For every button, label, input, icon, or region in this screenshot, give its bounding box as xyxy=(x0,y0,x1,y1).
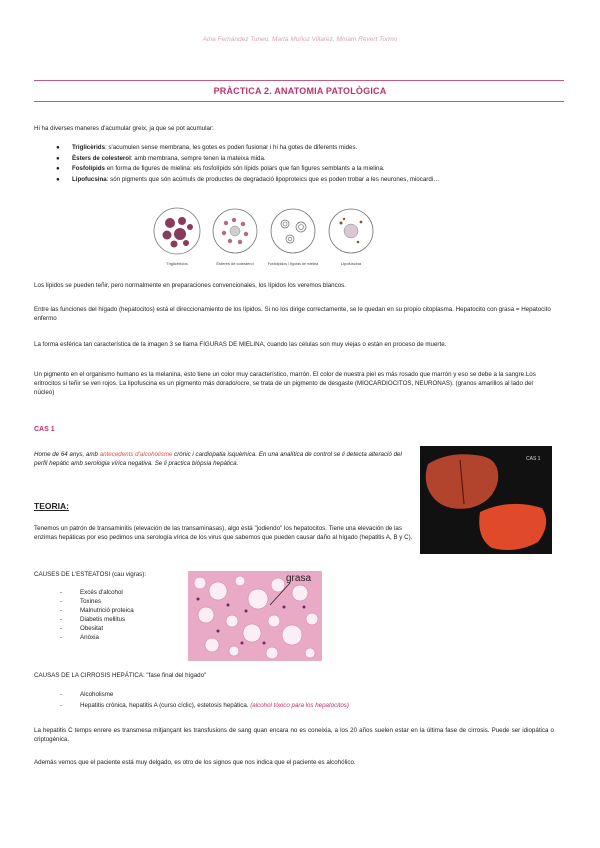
esteatosi-causes-list xyxy=(60,588,134,642)
liver-photo-label: CAS 1 xyxy=(526,456,541,462)
dash-icon: - xyxy=(60,598,63,605)
list-item xyxy=(60,606,134,615)
list-item xyxy=(60,588,134,597)
section-heading-colon: : xyxy=(66,501,69,511)
intro-paragraph: Hi ha diverses maneres d'acumular greix, ja que se pot acumular: xyxy=(34,125,214,132)
bullet-icon: ● xyxy=(56,165,60,172)
cell-myelin-figures xyxy=(271,209,315,253)
list-item-term: Èsters de colesterol xyxy=(72,154,131,162)
paragraph: Los lípidos se pueden teñir, pero normalmente en preparaciones convencionales, los lípidos los veremos blancos. xyxy=(34,282,346,289)
list-item xyxy=(60,615,134,624)
paragraph: Entre las funciones del hígado (hepatocitos) está el direccionamiento de los lípidos. Si no los dirige correctamente, se le quedan en su propio citoplasma. Hepatocito con grasa = Hepatocito enfermo xyxy=(34,306,551,322)
list-item xyxy=(56,143,556,154)
page-title: PRÀCTICA 2. ANATOMIA PATOLÒGICA xyxy=(213,86,387,96)
dash-icon: - xyxy=(60,625,63,632)
list-item xyxy=(56,175,556,186)
list-item-note: (alcohol tóxico para los hepatocitos) xyxy=(250,702,349,709)
cirrosis-title: CAUSAS DE LA CIRROSIS HEPÁTICA: "fase final del hígado" xyxy=(34,672,207,679)
paragraph: La forma esférica tan característica de la imagen 3 se llama FIGURAS DE MIELINA, cuando las células son muy viejas o están en proceso de muerte. xyxy=(34,341,447,348)
list-item-text: Anòxia xyxy=(80,634,99,641)
authors-header: Aina Fernández Tuneu, Marta Muñoz Villarez, Míriam Revert Tormo xyxy=(202,36,398,43)
esteatosi-title: CAUSES DE L'ESTEATOSI (cau vigras): xyxy=(34,571,147,578)
case-title: CAS 1 xyxy=(34,426,55,433)
cell-triglycerides xyxy=(154,208,200,254)
list-item xyxy=(60,633,134,642)
list-item-text: Obesitat xyxy=(80,625,104,632)
dash-icon: - xyxy=(60,616,63,623)
list-item-text: Hepatitis crònica, hepatitis A (curso cíclic), estetosis hepàtica. xyxy=(80,702,251,709)
list-item xyxy=(60,624,134,633)
list-item-text: Diabetis mellitus xyxy=(80,616,126,623)
list-item-text: Excés d'alcohol xyxy=(80,589,123,596)
case-intro-text: crònic i cardiopatia isquèmica. En una analítica de control se li detecta alteració del perfil hepàtic amb serologia vírica negativa. Se li practica biòpsia hepàtica. xyxy=(34,451,402,467)
lipid-cells-figure xyxy=(150,205,380,271)
paragraph: Un pigmento en el organismo humano es la melanina, esto tiene un color muy característico, marrón. El color de nuestra piel es más rosado que marrón y eso se debe a la sangre.Los eritrocitos si teñir se ven rojos. La lipofuscina es un pigmento más dorado/ocre, se trata de un pigmento de desgaste (MIOCARDIOCITOS, NEURONAS). (granos amarillos al lado del núcleo) xyxy=(34,371,536,396)
liver-photo xyxy=(420,446,552,554)
list-item-text: Alcoholisme xyxy=(80,691,114,698)
closing-paragraph: La hepatitis C temps enrere es transmesa mitjançant les transfusions de sang quan encara no es coneixia, a los 20 años suelen estar en la última fase de cirrosis. Puede ser idiopática o criptogénica. xyxy=(34,727,554,743)
cell-lipofuscin xyxy=(329,209,373,253)
case-intro-highlight: antecedents d'alcoholisme xyxy=(99,451,173,458)
list-item-text: Toxines xyxy=(80,598,101,605)
list-item xyxy=(56,154,556,165)
cirrosis-causes-list xyxy=(60,690,349,710)
list-item-term: Lipofucsina xyxy=(72,175,107,183)
list-item-text: : amb membrana, sempre tenen la mateixa mida. xyxy=(130,154,266,162)
figure-label: Triglicéridos xyxy=(166,261,188,266)
closing-paragraph: Además vemos que el paciente está muy delgado, es otro de los signos que nos indica que el paciente es alcohólico. xyxy=(34,759,356,766)
title-rule-bottom xyxy=(34,101,564,102)
section-heading-teoria xyxy=(34,501,69,511)
bullet-icon: ● xyxy=(56,144,60,151)
list-item-text: Malnutrició proteica xyxy=(80,607,134,614)
title-rule-top xyxy=(34,80,564,81)
dash-icon: - xyxy=(60,691,63,698)
section-heading-text: TEORIA xyxy=(34,501,67,511)
figure-label: Ésteres de colesterol xyxy=(216,261,254,266)
list-item-text: en forma de figures de mielina: els fosfolípids són lípids polars que fan figures semblants a la mielina. xyxy=(105,165,385,172)
list-item-term: Triglicèrids xyxy=(72,144,106,151)
histology-label: grasa xyxy=(286,573,312,584)
list-item-text: : s'acumulen sense membrana, les gotes es poden fusionar i hi ha gotes de diferents mides. xyxy=(105,144,358,151)
teoria-paragraph: Tenemos un patrón de transaminitis (elevación de las transaminasas), algo está "jodiendo" los hepatocitos. Tiene una elevación de las enzimas hepáticas por eso pedimos una serología vírica de los virus que sabemos que pueden causar daño al hígado (hepatitis A, B y C). xyxy=(34,525,413,541)
dash-icon: - xyxy=(60,702,63,709)
dash-icon: - xyxy=(60,589,63,596)
list-item xyxy=(60,690,349,699)
cell-cholesterol-esters xyxy=(213,209,257,253)
list-item xyxy=(56,164,556,175)
bullet-icon: ● xyxy=(56,175,60,183)
list-item xyxy=(60,701,349,710)
list-item-text: : són pigments que són acúmuls de productes de degradació lipoproteics que es poden trobar a les neurones, miocardi… xyxy=(106,175,440,183)
case-intro xyxy=(34,450,412,468)
dash-icon: - xyxy=(60,634,63,641)
figure-label: Fosfolípidos / figuras de mielina xyxy=(267,262,319,266)
bullet-icon: ● xyxy=(56,154,60,162)
lipid-types-list xyxy=(56,143,556,185)
list-item xyxy=(60,597,134,606)
dash-icon: - xyxy=(60,607,63,614)
case-intro-text: Home de 64 anys, amb xyxy=(34,451,100,458)
list-item-term: Fosfolípids xyxy=(72,165,105,172)
figure-label: Lipofuscina xyxy=(340,261,362,266)
steatosis-histology-image xyxy=(188,571,322,661)
